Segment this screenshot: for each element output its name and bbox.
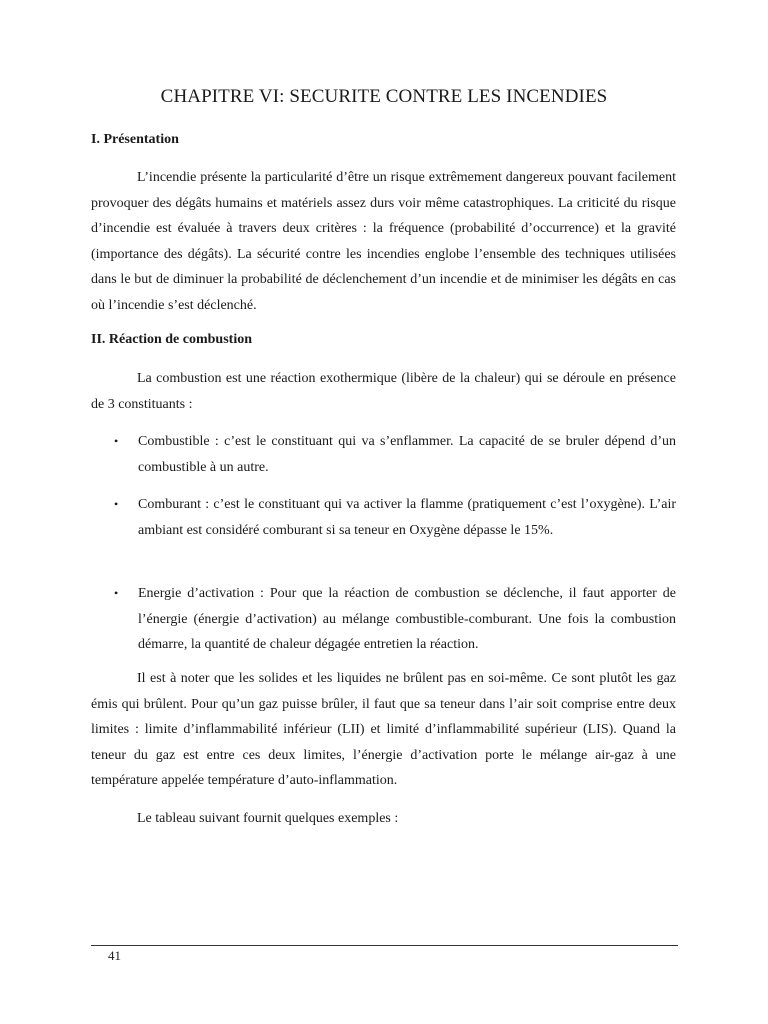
footer-divider (91, 945, 678, 946)
paragraph-table-intro: Le tableau suivant fournit quelques exemples : (137, 811, 399, 826)
paragraph-reaction-note: Il est à noter que les solides et les liquides ne brûlent pas en soi-même. Ce sont plutôt les gaz émis qui brûlent. Pour qu’un gaz puisse brûler, il faut que sa teneur dans l’air soit comprise entre deux limites : limite d’inflammabilité inférieur (LII) et limité d’inflammabilité supérieur (LIS). Quand la teneur du gaz est entre ces deux limites, l’énergie d’activation porte le mélange air-gaz à une température appelée température d’auto-inflammation. (91, 671, 676, 788)
bullet-icon: • (114, 586, 119, 600)
bullet-icon: • (114, 497, 119, 511)
bullet-text: Comburant : c’est le constituant qui va activer la flamme (pratiquement c’est l’oxygène). L’air ambiant est considéré comburant si sa teneur en Oxygène dépasse le 15%. (138, 497, 676, 538)
paragraph-reaction-intro: La combustion est une réaction exothermique (libère de la chaleur) qui se déroule en présence de 3 constituants : (91, 371, 676, 412)
paragraph-presentation: L’incendie présente la particularité d’être un risque extrêmement dangereux pouvant facilement provoquer des dégâts humains et matériels assez durs voir même catastrophiques. La criticité du risque d’incendie est évaluée à travers deux critères : la fréquence (probabilité d’occurrence) et la gravité (importance des dégâts). La sécurité contre les incendies englobe l’ensemble des techniques utilisées dans le but de diminuer la probabilité de déclenchement d’un incendie et de minimiser les dégâts en cas où l’incendie s’est déclenché. (91, 170, 676, 313)
section-heading-reaction: II. Réaction de combustion (91, 332, 253, 347)
bullet-text: Energie d’activation : Pour que la réaction de combustion se déclenche, il faut apporter de l’énergie (énergie d’activation) au mélange combustible-comburant. Une fois la combustion démarre, la quantité de chaleur dégagée entretien la réaction. (138, 586, 676, 652)
bullet-text: Combustible : c’est le constituant qui va s’enflammer. La capacité de se bruler dépend d’un combustible à un autre. (138, 434, 676, 475)
bullet-icon: • (114, 434, 119, 448)
page-number: 41 (108, 948, 121, 963)
section-heading-presentation: I. Présentation (91, 132, 179, 147)
chapter-title: CHAPITRE VI: SECURITE CONTRE LES INCENDIES (160, 86, 608, 107)
